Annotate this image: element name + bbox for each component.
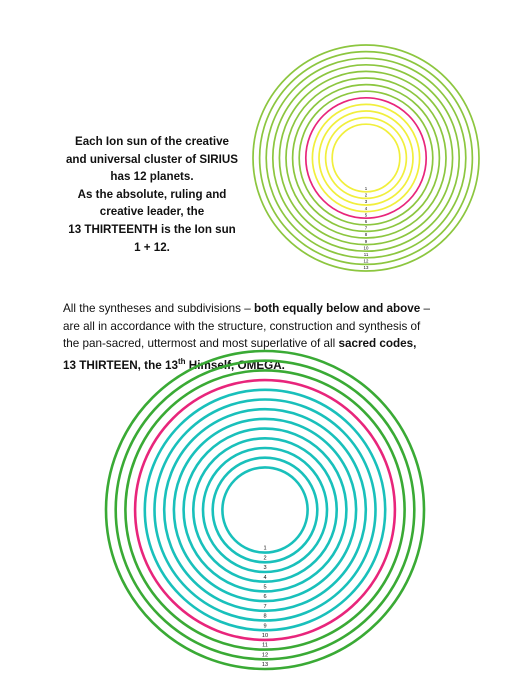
superscript: th [177,356,186,366]
top-ring-number: 9 [364,238,368,244]
bottom-ring-6 [174,419,356,601]
top-ring-number: 7 [364,225,368,231]
bottom-ring-number: 5 [263,584,267,591]
paragraph-line: are all in accordance with the structure, construction and synthesis of [63,319,421,333]
bottom-ring-number: 1 [263,545,267,552]
text-run: – [420,302,431,315]
top-ring-number: 11 [363,252,369,258]
intro-line: 1 + 12. [134,240,170,254]
text-run: the pan-sacred, uttermost and most superlative of all [63,337,339,351]
bottom-ring-number: 8 [263,613,267,620]
intro-line: has 12 planets. [110,170,194,184]
intro-line: Each Ion sun of the creative [75,135,229,148]
top-ring-number: 8 [364,232,368,238]
bottom-ring-number: 4 [263,574,267,581]
intro-line: and universal cluster of SIRIUS [65,152,239,166]
bottom-ring-number: 7 [263,603,267,610]
bottom-ring-number: 9 [263,623,267,630]
text-run: 13 THIRTEEN, the 13 [63,358,178,372]
bottom-ring-number: 12 [261,652,269,659]
bottom-ring-number: 10 [261,633,269,640]
bottom-ring-number: 13 [261,662,269,669]
bottom-ring-number: 6 [263,594,267,601]
top-ring-number: 4 [364,205,368,211]
top-ring-number: 2 [364,192,368,198]
top-ring-number: 12 [363,258,369,264]
bold-run: both equally below and above [254,302,421,315]
bottom-ring-1 [222,467,307,552]
intro-line: creative leader, the [99,205,205,219]
top-ring-number: 3 [364,199,368,205]
intro-line: 13 THIRTEENTH is the Ion sun [68,222,236,236]
top-ring-number: 10 [363,245,369,251]
text-run: All the syntheses and subdivisions – [63,302,255,315]
intro-line: As the absolute, ruling and [77,187,227,201]
bold-run: sacred codes, [338,337,417,351]
top-ring-number: 13 [363,265,369,271]
top-ring-number: 1 [364,186,368,192]
text-run: Himself, OMEGA. [185,358,285,372]
bottom-ring-number: 3 [263,565,267,572]
bottom-ring-number: 2 [263,555,267,562]
top-ring-number: 6 [364,219,368,225]
top-ring-number: 5 [364,212,368,218]
bottom-ring-number: 11 [262,642,268,649]
top-ring-1 [332,124,400,192]
